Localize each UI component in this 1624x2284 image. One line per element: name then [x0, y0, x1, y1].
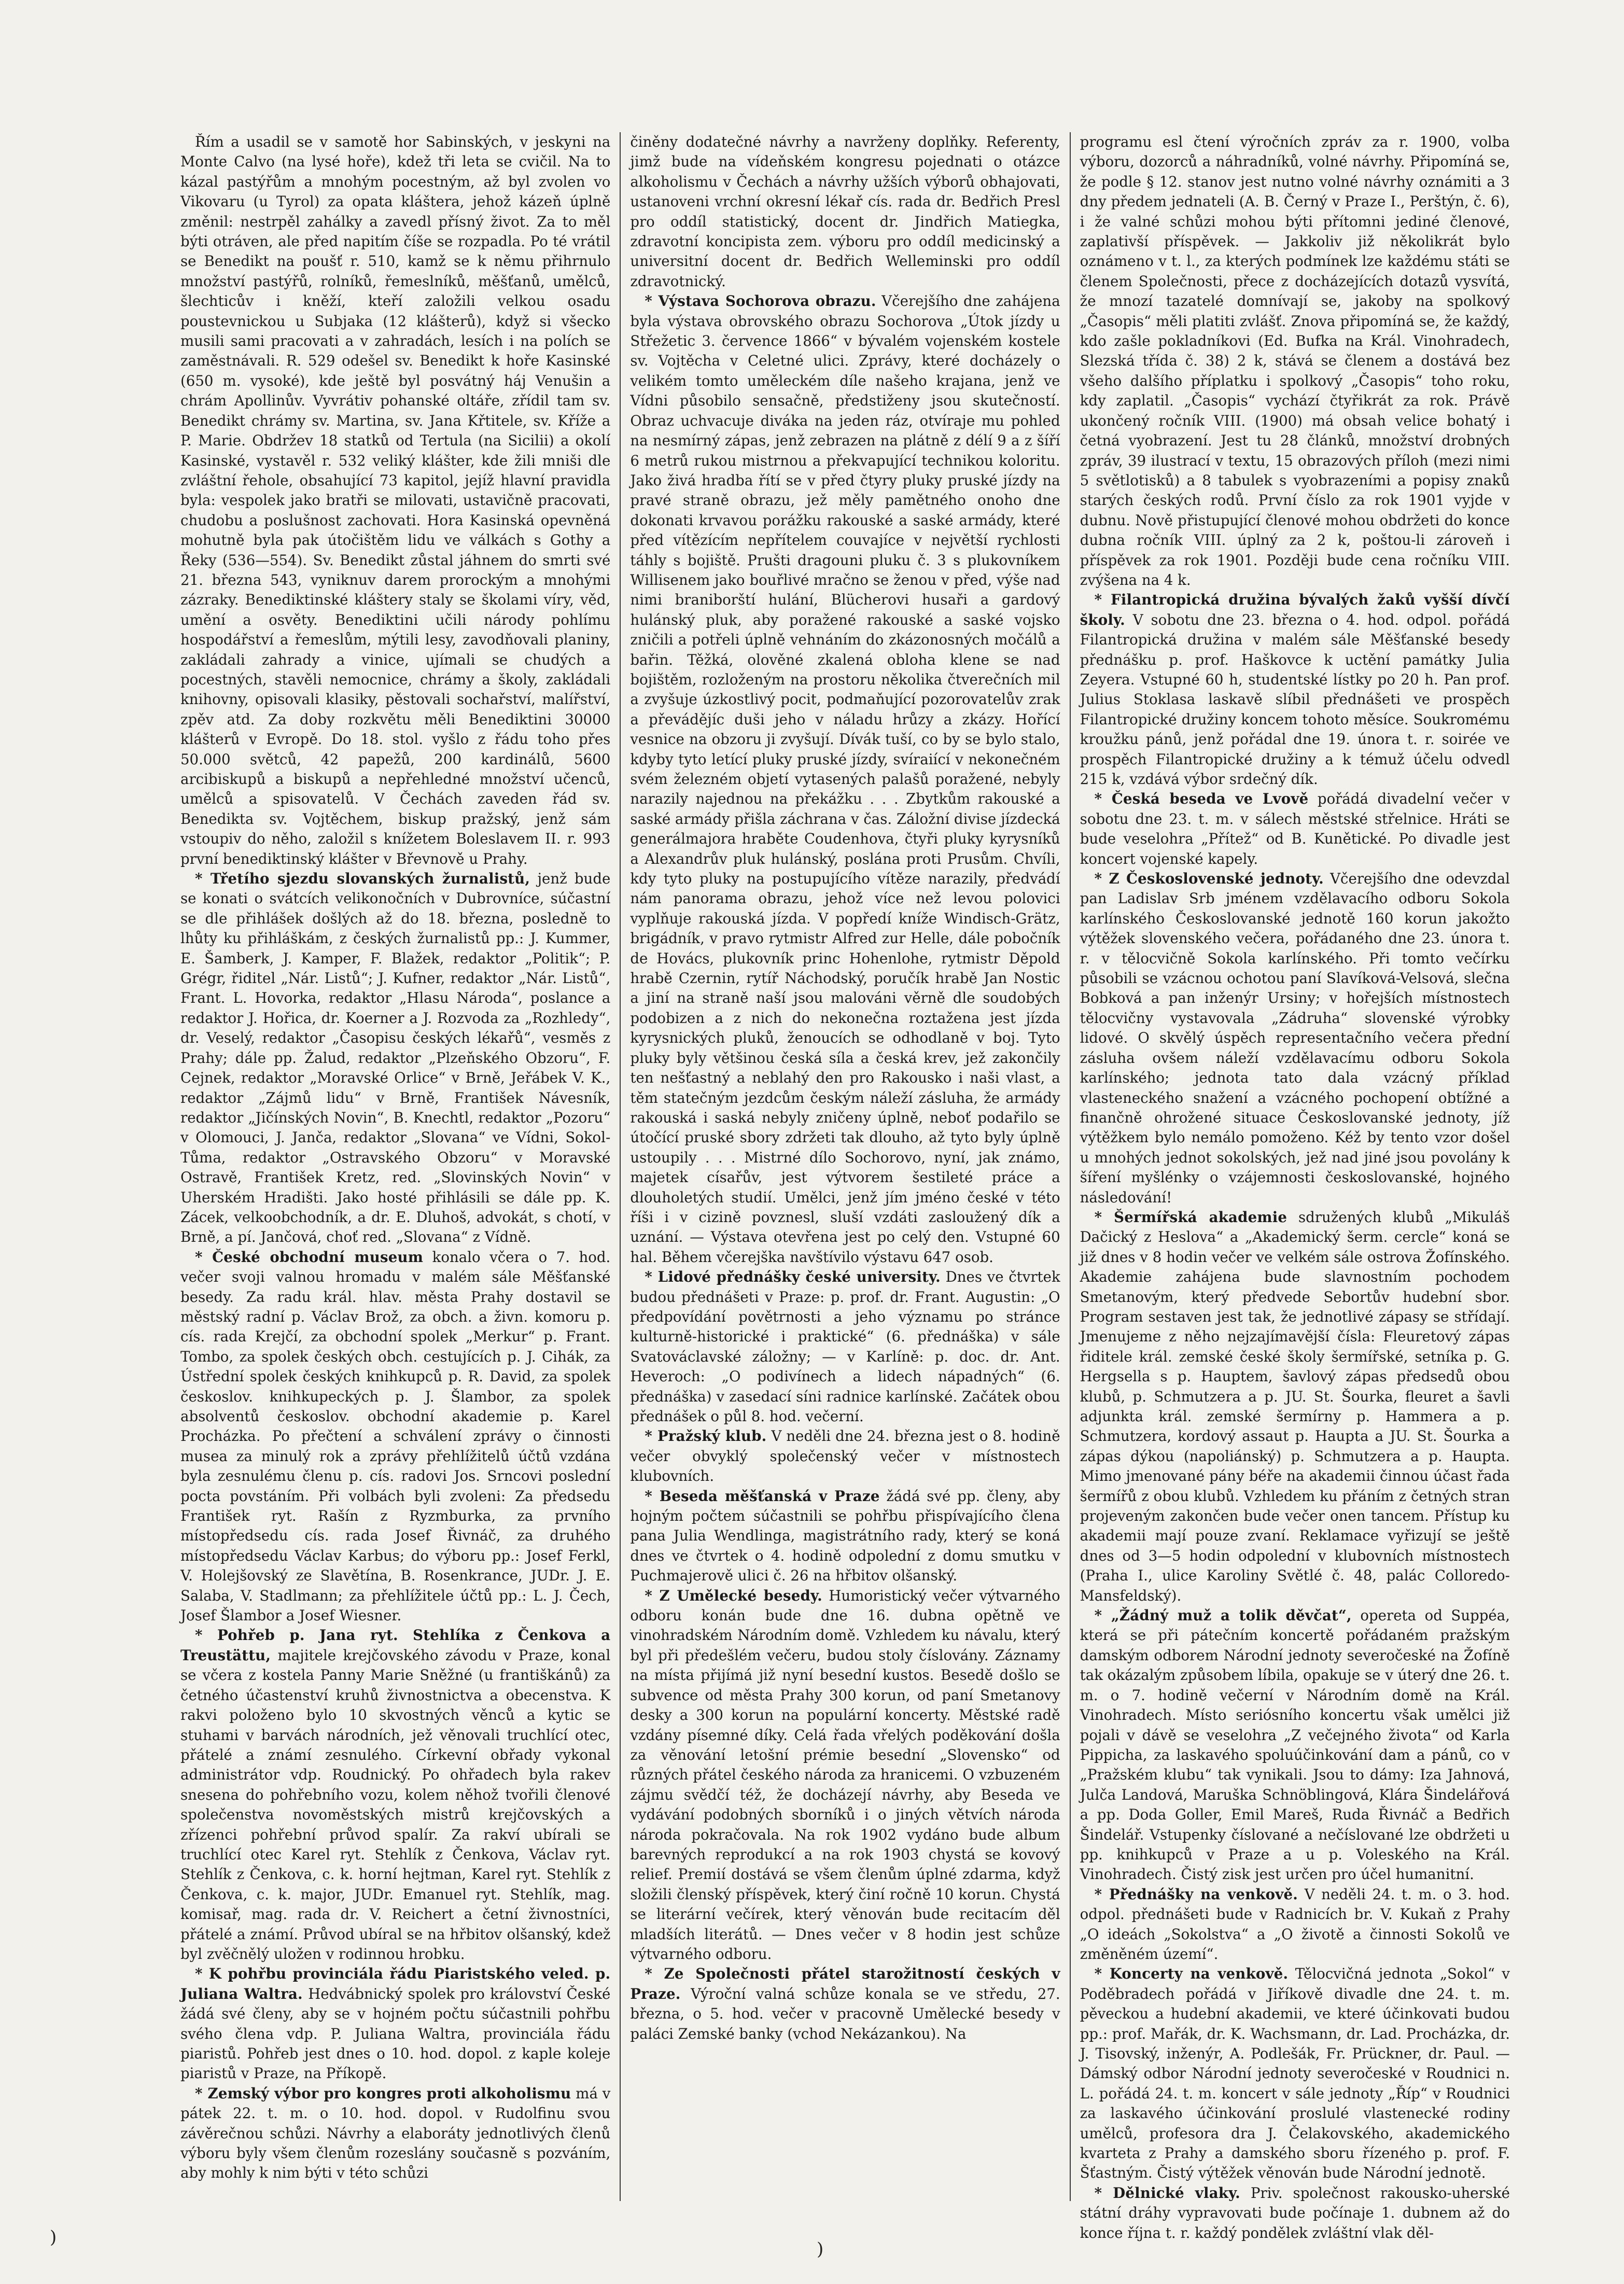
- article-heading: * Výstava Sochorova obrazu.: [645, 292, 876, 310]
- article-text: Řím a usadil se v samotě hor Sabinských, v jeskyni na Monte Calvo (na lysé hoře), kdež tři leta se cvičil. Na to kázal pastýřům a mnohým pocestným, až byl zvolen vo Vikovaru (u Tyrol) za opata kláštera, jehož kázeň úplně změnil: nestrpěl zahálky a zavedl přísný život. Za to měl býti otráven, ale před napitím číše se rozpadla. Po té vrátil se Benedikt na poušť r. 510, kamž se k němu přihrnulo množství pastýřů, rolníků, řemeslníků, měšťanů, umělců, šlechticův i kněží, kteří založili velkou osadu poustevnickou u Subjaka (12 klášterů), když si všecko musili sami pracovati a v zahradách, lesích i na polích se zaměstnávali. R. 529 odešel sv. Benedikt k hoře Kasinské (650 m. vysoké), kde ještě byl posvátný háj Venušin a chrám Apollinův. Vyvrátiv pohanské oltáře, zřídil tam sv. Benedikt chrámy sv. Martina, sv. Jana Křtitele, sv. Kříže a P. Marie. Obdržev 18 statků od Tertula (na Sicilii) a okolí Kasinské, vystavěl r. 532 veliký klášter, kde žili mniši dle zvláštní řehole, obsahující 73 kapitol, jejíž hlavní pravidla byla: vespolek jako bratři se milovati, ustavičně pracovati, chudobu a poslušnost zachovati. Hora Kasinská opevněná mohutně byla pak útočištěm lidu ve válkách s Gothy a Řeky (536—554). Sv. Benedikt zůstal jáhnem do smrti své 21. března 543, vyniknuv darem prorockým a mnohými zázraky. Benediktinské kláštery staly se školami víry, věd, umění a osvěty. Benediktini učili národy pohlímu hospodářství a řemeslům, mýtili lesy, zavodňovali planiny, zakládali zahrady a vinice, ujímali se chudých a pocestných, stavěli nemocnice, chrámy a školy, zakládali knihovny, opisovali klasiky, pěstovali sochařství, malířství, zpěv atd. Za doby rozkvětu měli Benediktini 30000 klášterů v Evropě. Do 18. stol. vyšlo z řádu toho přes 50.000 světců, 42 papežů, 200 kardinálů, 5600 arcibiskupů a biskupů a nepřehledné množství učenců, umělců a spisovatelů. V Čechách zaveden řád sv. Benedikta sv. Vojtěchem, biskup pražský, jenž sám vstoupiv do něho, založil s knížetem Boleslavem II. r. 993 první benediktinský klášter v Břevnově u Prahy.: [180, 133, 611, 867]
- article-heading: * „Žádný muž a tolik děvčat“,: [1094, 1607, 1352, 1624]
- article-paragraph: [630, 1267, 1060, 1426]
- article-heading: * Dělnické vlaky.: [1094, 2184, 1240, 2202]
- article-paragraph: [1080, 590, 1510, 789]
- article-heading: * Šermířská akademie: [1094, 1208, 1287, 1226]
- article-text: Výroční valná schůze konala se ve středu, 27. března, o 5. hod. večer v pracovně Umělecké besedy v paláci Zemské banky (vchod Nekázankou). Na: [630, 1985, 1060, 2042]
- article-heading: * Koncerty na venkově.: [1094, 1965, 1289, 1983]
- article-text: činěny dodatečné návrhy a navrženy doplňky. Referenty, jimž bude na vídeňském kongresu pojednati o otázce alkoholismu v Čechách a návrhy užších výborů obhajovati, ustanoveni vrchní okresní lékař cís. rada dr. Bedřich Presl pro oddíl statistický, docent dr. Jindřich Matiegka, zdravotní koncipista zem. výboru pro oddíl medicinský a universitní docent dr. Bedřich Welleminski pro oddíl zdravotnický.: [630, 133, 1060, 290]
- article-text: konalo včera o 7. hod. večer svoji valnou hromadu v malém sále Měšťanské besedy. Za radu král. hlav. města Prahy dostavil se městský radní p. Václav Brož, za obch. a živn. komoru p. cís. rada Krejčí, za obchodní spolek „Merkur“ p. Frant. Tombo, za spolek českých obch. cestujících p. J. Cihák, za Ústřední spolek českých knihkupců p. R. David, za spolek českoslov. knihkupeckých p. J. Šlambor, za spolek absolventů českoslov. obchodní akademie p. Karel Procházka. Po přečtení a schválení zprávy o činnosti musea za minulý rok a zprávy přehlížitelů účtů vzdána byla zesnulému členu p. cís. radovi Jos. Srncovi poslední pocta povstáním. Při volbách byli zvoleni: Za předsedu František ryt. Rašín z Ryzmburka, za prvního místopředsedu cís. rada Josef Řivnáč, za druhého místopředsedu Václav Karbus; do výboru pp.: Josef Ferkl, V. Holejšovský ze Slavětína, B. Rosenkrance, JUDr. J. E. Salaba, V. Stadlmann; za přehlížitele účtů pp.: L. J. Čech, Josef Šlambor a Josef Wiesner.: [180, 1248, 611, 1624]
- column-3: [1071, 132, 1519, 2241]
- column-2: [621, 132, 1069, 2201]
- article-paragraph: [630, 132, 1060, 291]
- article-text: majitele krejčovského závodu v Praze, konal se včera z kostela Panny Marie Sněžné (u františkánů) za četného účastenství kruhů živnostnictva a obecenstva. K rakvi položeno bylo 10 skvostných věnců a kytic se stuhami v barvách národních, jež věnovali truchlící otec, přátelé a známí zesnulého. Církevní obřady vykonal administrátor vdp. Roudnický. Po ohřadech byla rakev snesena do pohřebního vozu, kolem něhož tvořili členové společenstva novoměstských mistrů krejčovských a zřízenci pohřební průvod spalír. Za rakví ubírali se truchlící otec Karel ryt. Stehlík z Čenkova, Václav ryt. Stehlík z Čenkova, c. k. horní hejtman, Karel ryt. Stehlík z Čenkova, c. k. major, JUDr. Emanuel ryt. Stehlík, mag. komisař, mag. rada dr. V. Reichert a četní živnostníci, přátelé a známí. Průvod ubíral se na hřbitov olšanský, kdež byl zvěčnělý uložen v rodinnou hrobku.: [180, 1646, 611, 1963]
- article-heading: * Filantropická družina bývalých žaků vyšší dívčí školy.: [1080, 591, 1510, 628]
- article-paragraph: [180, 1964, 610, 2083]
- article-heading: * Lidové přednášky české university.: [645, 1268, 941, 1286]
- article-text: pořádá divadelní večer v sobotu dne 23. t. m. v sálech městské střelnice. Hráti se bude veselohra „Přítež“ od B. Kunětické. Po divadle jest koncert vojenské kapely.: [1080, 790, 1510, 867]
- article-paragraph: [1080, 1885, 1510, 1965]
- article-text: Tělocvičná jednota „Sokol“ v Poděbradech pořádá v Jiříkově divadle dne 24. t. m. pěveckou a hudební akademii, ve které účinkovati budou pp.: prof. Mařák, dr. K. Wachsmann, dr. Lad. Procházka, dr. J. Tisovský, inženýr, A. Podlešák, Fr. Prückner, dr. Paul. — Dámský odbor Národní jednoty severočeské v Roudnici n. L. pořádá 24. t. m. koncert v sále jednoty „Říp“ v Roudnici za laskavého účinkování proslulé vlastenecké rodiny umělců, profesora dra J. Čelakovského, akademického kvarteta z Prahy a damského sboru řízeného p. prof. F. Šťastným. Čistý výtěžek věnován bude Národní jednotě.: [1080, 1965, 1510, 2182]
- article-heading: * Česká beseda ve Lvově: [1094, 790, 1309, 808]
- article-heading: * Z Umělecké besedy.: [645, 1587, 822, 1604]
- article-heading: * České obchodní museum: [195, 1248, 424, 1266]
- article-heading: * Přednášky na venkově.: [1094, 1885, 1298, 1903]
- article-heading: * Pohřeb p. Jana ryt. Stehlíka z Čenkova a Treustättu,: [180, 1627, 611, 1664]
- article-text: má v pátek 22. t. m. o 10. hod. dopol. v Rudolfinu svou závěrečnou schůzi. Návrhy a elaboráty jednotlivých členů výboru byly všem členům rozeslány současně s pozváním, aby mohly k nim býti v této schůzi: [180, 2084, 611, 2182]
- article-heading: * K pohřbu provinciála řádu Piaristského veled. p. Juliana Waltra.: [180, 1965, 611, 2002]
- article-paragraph: [180, 2084, 610, 2183]
- article-text: jenž bude se konati o svátcích velikonočních v Dubrovníce, súčastní se dle přihlášek došlých až do 18. března, posledně to lhůty ku přihláškám, z českých žurnalistů pp.: J. Kummer, E. Šamberk, J. Kamper, F. Blažek, redaktor „Politik“; P. Grégr, řiditel „Nár. Listů“; J. Kufner, redaktor „Nár. Listů“, Frant. L. Hovorka, redaktor „Hlasu Národa“, poslance a redaktor J. Hořica, dr. Koerner a J. Rozvoda za „Rozhledy“, dr. Veselý, redaktor „Časopisu českých lékařů“, vesměs z Prahy; dále pp. Žalud, redaktor „Plzeňského Obzoru“, F. Cejnek, redaktor „Moravské Orlice“ v Brně, Jeřábek V. K., redaktor „Zájmů lidu“ v Brně, František Návesník, redaktor „Jičínských Novin“, B. Knechtl, redaktor „Pozoru“ v Olomouci, J. Janča, redaktor „Slovana“ ve Vídni, Sokol-Tůma, redaktor „Ostravského Obzoru“ v Moravské Ostravě, František Kretz, red. „Slovinských Novin“ v Uherském Hradišti. Jako hosté přihlásili se dále pp. K. Zácek, velkoobchodník, a dr. E. Dluhoš, advokát, s chotí, v Brně, a pí. Jančová, choť red. „Slovana“ z Vídně.: [180, 870, 611, 1246]
- article-paragraph: [1080, 1964, 1510, 2183]
- article-paragraph: [180, 1626, 610, 1964]
- columns: [171, 132, 1519, 2241]
- article-text: V neděli 24. t. m. o 3. hod. odpol. přednášeti bude v Radnicích br. V. Kukaň z Prahy „O ideách „Sokolstva“ a „O životě a činnosti Sokolů ve změněném území“.: [1080, 1885, 1510, 1963]
- article-heading: * Z Československé jednoty.: [1094, 870, 1324, 888]
- article-text: žádá své pp. členy, aby hojným počtem súčastnili se pohřbu přispívajícího člena pana Julia Wendlinga, magistrátního rady, který se koná dnes ve čtvrtek o 4. hodině odpolední z domu smutku v Puchmajerově ulici č. 26 na hřbitov olšanský.: [630, 1487, 1060, 1585]
- article-paragraph: [630, 1964, 1060, 2044]
- article-text: sdružených klubů „Mikuláš Dačický z Heslova“ a „Akademický šerm. cercle“ koná se již dnes v 8 hodin večer ve velkém sále ostrova Žofínského. Akademie zahájena bude slavnostním pochodem Smetanovým, který předvede Sebortův hudební sbor. Program sestaven jest tak, že jednotlivé zápasy se střídají. Jmenujeme z něho nejzajímavější čísla: Fleuretový zápas řiditele král. zemské české školy šermířské, setníka p. G. Hergsella s p. Hauptem, šavlový zápas předsedů obou klubů, p. Schmutzera a p. JU. St. Šourka, fleuret a šavli adjunkta král. zemské šermírny p. Hammera a p. Schmutzera, kordový assaut p. Haupta a JU. St. Šourka a zápas dýkou (napoliánský) p. Schmutzera a p. Haupta. Mimo jmenované pány béře na akademii činnou účast řada šermířů z obou klubů. Vzhledem ku přáním z četných stran projeveným zakončen bude večer onen tancem. Přístup ku akademii mají pouze zvaní. Reklamace vyřizují se ještě dnes od 3—5 hodin odpolední v klubovních místnostech (Praha I., ulice Karoliny Světlé č. 48, palác Colloredo-Mansfeldský).: [1080, 1208, 1510, 1604]
- article-heading: * Pražský klub.: [645, 1427, 767, 1445]
- article-paragraph: [630, 1586, 1060, 1965]
- article-text: Hedvábnický spolek pro království České žádá své členy, aby se v hojném počtu súčastnili pohřbu svého člena vdp. P. Juliana Waltra, provinciála řádu piaristů. Pohřeb jest dnes o 10. hod. dopol. z kaple koleje piaristů v Praze, na Příkopě.: [180, 1985, 611, 2082]
- article-paragraph: [1080, 869, 1510, 1208]
- article-heading: * Třetího sjezdu slovanských žurnalistů,: [195, 870, 530, 888]
- article-text: Humoristický večer výtvarného odboru konán bude dne 16. dubna opětně ve vinohradském Národním domě. Vzhledem ku návalu, který byl při předešlém večeru, budou stoly číslovány. Záznamy na místa přijímá již nyní besední kustos. Besedě došlo se subvence od města Prahy 300 korun, od paní Smetanovy desky a 300 korun na populární koncerty. Městské radě vzdány písemné díky. Celá řada vřelých poděkování došla za věnování letošní prémie besední „Slovensko“ od různých přátel českého národa za hranicemi. O vzbuzeném zájmu svědčí též, že docházejí návrhy, aby Beseda ve vydávání podobných sborníků i o jiných větvích národa národa pokračovala. Na rok 1902 vydáno bude album barevných reprodukcí a na rok 1903 chystá se kovový relief. Premií dostává se všem členům úplné zdarma, když složili členský příspěvek, který činí ročně 10 korun. Chystá se literární večírek, který věnován bude recitacím děl mladších literátů. — Dnes večer v 8 hodin jest schůze výtvarného odboru.: [630, 1587, 1060, 1963]
- article-heading: * Ze Společnosti přátel starožitností českých v Praze.: [630, 1965, 1060, 2002]
- article-text: opereta od Suppéa, která se při pátečním koncertě pořádaném pražským damským odborem Národní jednoty severočeské na Žofíně tak okázalým způsobem líbila, opakuje se v úterý dne 26. t. m. o 7. hodině večerní v Národním domě na Král. Vinohradech. Místo seriósního koncertu však umělci již pojali v dávě se veselohra „Z večejného života“ od Karla Pippicha, za laskavého spoluúčinkování dam a pánů, co v „Pražském klubu“ tak vynikali. Jsou to dámy: Iza Jahnová, Julča Landová, Maruška Schnöblingová, Klára Šindelářová a pp. Doda Goller, Emil Mareš, Ruda Řivnáč a Bedřich Šindelář. Vstupenky číslované a nečíslované lze obdržeti u pp. knihkupců v Praze a u p. Voleského na Král. Vinohradech. Čistý zisk jest určen pro účel humanitní.: [1080, 1607, 1510, 1883]
- margin-mark: ): [50, 2227, 57, 2248]
- article-paragraph: [180, 869, 610, 1248]
- column-1: [171, 132, 620, 2201]
- article-paragraph: [1080, 1208, 1510, 1606]
- article-paragraph: [630, 1487, 1060, 1586]
- article-paragraph: [630, 291, 1060, 1267]
- article-heading: * Beseda měšťanská v Praze: [645, 1487, 880, 1505]
- article-text: programu esl čtení výročních zpráv za r. 1900, volba výboru, dozorců a náhradníků, volné návrhy. Připomíná se, že podle § 12. stanov jest nutno volné návrhy oznámiti a 3 dny předem jednateli (A. B. Černý v Praze I., Perštýn, č. 6), i že valné schůzi mohou býti přítomni jediné členové, zaplativší příspěvek. — Jakkoliv již několikrát bylo oznámeno v t. l., za kterých podmínek lze každému státi se členem Společnosti, přece z docházejících dotazů vysvítá, že mnozí tazatelé domnívají se, jakoby na spolkový „Časopis“ měli platiti zvlášť. Znova připomíná se, že každý, kdo zašle pokladníkovi (Ed. Bufka na Král. Vinohradech, Slezská třída č. 38) 2 k, stává se členem a dostává bez všeho dalšího příplatku i spolkový „Časopis“ toho roku, kdy zaplatil. „Časopis“ vychází čtyřikrát za rok. Právě ukončený ročník VIII. (1900) má obsah velice bohatý i četná vyobrazení. Jest tu 28 článků, množství drobných zpráv, 39 ilustrací v textu, 15 obrazových příloh (mezi nimi 5 světlotisků) a 8 tabulek s vyobrazeními a popisy znaků starých českých rodů. První číslo za rok 1901 vyjde v dubnu. Nově přistupující členové mohou obdržeti do konce dubna ročník VIII. úplný za 2 k, poštou-li zároveň i příspěvek za rok 1901. Později bude cena ročníku VIII. zvýšena na 4 k.: [1080, 133, 1510, 588]
- article-text: Včerejšího dne odevzdal pan Ladislav Srb jménem vzdělavacího odboru Sokola karlínského Českoslovanské jednotě 160 korun jakožto výtěžek slovenského večera, pořádaného dne 23. února t. r. v tělocvičně Sokola karlínského. Při tomto večírku působili se vzácnou ochotou paní Slavíková-Velsová, slečna Bobková a pan inženýr Ursiny; v hořejších místnostech tělocvičny vystavovala „Zádruha“ slovenské výrobky lidové. O skvělý úspěch representačního večera přední zásluha ovšem náleží vzdělavacímu odboru Sokola karlínského; jednota tato dala vzácný příklad vlasteneckého snažení a vzácného pochopení obtížné a finančně ohrožené situace Českoslovanské jednoty, jíž výtěžkem bylo nemálo pomoženo. Kéž by tento vzor došel u mnohých jednot sokolských, jež nad jiné jsou povolány k šíření myšlénky o vzájemnosti českoslovanské, hojného následování!: [1080, 870, 1510, 1206]
- article-paragraph: [1080, 2183, 1510, 2243]
- article-text: V neděli dne 24. března jest o 8. hodině večer obvyklý společenský večer v místnostech klubovních.: [630, 1427, 1060, 1485]
- article-paragraph: [180, 1248, 610, 1626]
- article-paragraph: [630, 1426, 1060, 1486]
- article-paragraph: [180, 132, 610, 869]
- margin-mark: ): [817, 2239, 824, 2260]
- article-paragraph: [1080, 1606, 1510, 1885]
- article-text: Dnes ve čtvrtek budou přednášeti v Praze: p. prof. dr. Frant. Augustin: „O předpovídání povětrnosti a jeho významu po stránce kulturně-historické i praktické“ (6. přednáška) v sále Svatováclavské záložny; — v Karlíně: p. doc. dr. Ant. Heveroch: „O podivínech a lidech nápadných“ (6. přednáška) v zasedací síni radnice karlínské. Začátek obou přednášek o půl 8. hod. večerní.: [630, 1268, 1060, 1425]
- article-text: V sobotu dne 23. března o 4. hod. odpol. pořádá Filantropická družina v malém sále Měšťanské besedy přednášku p. prof. Haškovce k uctění památky Julia Zeyera. Vstupné 60 h, studentské lístky po 20 h. Pan prof. Julius Stoklasa laskavě slíbil přednášeti ve prospěch Filantropické družiny koncem tohoto měsíce. Soukromému kroužku pánů, jenž pořádal dne 19. února t. r. soirée ve prospěch Filantropické družiny a k témuž účelu odvedl 215 k, vzdává výbor srdečný dík.: [1080, 611, 1510, 788]
- article-paragraph: [1080, 132, 1510, 590]
- article-paragraph: [1080, 789, 1510, 869]
- article-text: Priv. společnost rakousko-uherské státní dráhy vypravovati bude počínaje 1. dubnem až do konce října t. r. každý pondělek zvláštní vlak děl-: [1080, 2184, 1510, 2241]
- article-heading: * Zemský výbor pro kongres proti alkoholismu: [195, 2084, 571, 2102]
- article-text: Včerejšího dne zahájena byla výstava obrovského obrazu Sochorova „Útok jízdy u Střežetic 3. července 1866“ v bývalém vojenském kostele sv. Vojtěcha v Celetné ulici. Zprávy, které docházely o velikém tomto uměleckém díle našeho krajana, jenž ve Vídni působilo sensačně, předstiženy jsou skutečností. Obraz uchvacuje diváka na jeden ráz, otvíraje mu pohled na nesmírný zápas, jenž zebrazen na plátně z délí 9 a z šíří 6 metrů rukou mistrnou a překvapující technikou koloritu. Jako živá hradba řítí se v před čtyry pluky pruské jízdy na pravé straně obrazu, jež měly pamětného onoho dne dokonati krvavou porážku rakouské a saské armády, které před vítězícím nepřítelem couvajíce v největší rychlosti táhly s bojiště. Prušti dragouni pluku č. 3 s plukovníkem Willisenem jako bouřlivé mračno se ženou v před, výše nad nimi braniborští hulání, Blücherovi husaři a gardový hulánský pluk, aby poražené rakouské a saské vojsko zničili a potřeli úplně vehnáním do zkázonosných močálů a bařin. Těžká, olověné zkalená obloha klene se nad bojištěm, rozloženým na prostoru několika čtverečních mil a zvyšuje úzkostlivý pocit, podmaňující pozorovatelův zrak a převádějíc duši jeho v náladu hrůzy a zkázy. Hořící vesnice na obzoru ji zvyšují. Dívák tuší, co by se bylo stalo, kdyby tyto letící pluky pruské jízdy, svíraiící v nekonečném svém železném objetí vytasených palašů poražené, nebyly narazily najednou na překážku . . . Zbytkům rakouské a saské armády přišla záchrana v čas. Záložní divise jízdecká generálmajora hraběte Coudenhova, čtyři pluky kyrysníků a Alexandrův pluk hulánský, poslána proti Prusům. Chvíli, kdy tyto pluky na postupujícího vítěze narazily, předvádí nám panorama obrazu, jehož více než levou polovici vyplňuje rakouská jízda. V popředí kníže Windisch-Grätz, brigádník, v pravo rytmistr Alfred zur Helle, dále pobočník de Hovács, plukovník princ Hohenlohe, rytmistr Děpold hrabě Czernin, rytíř Náchodský, poručík hrabě Jan Nostic a jiní na straně naší jsou malováni věrně dle soudobých podobizen a z nich do nekonečna roztažena jest jízda kyrysnických pluků, ženoucích se odhodlaně v boj. Tyto pluky byly většinou česká síla a česká krev, jež zakončily ten nešťastný a neblahý den pro Rakousko i naši vlast, a těm statečným jezdcům českým náleží zásluha, že armády rakouská i saská nebyly zničeny úplně, neboť podařilo se útočící pruské sbory zdržeti tak dlouho, až tyto byly úplně ustoupily . . . Mistrné dílo Sochorovo, nyní, jak známo, majetek císařův, jest výtvorem šestileté práce a dlouholetých studií. Umělci, jenž jím jméno české v této říši i v cizině povznesl, sluší vzdáti zasloužený dík a uznání. — Výstava otevřena jest po celý den. Vstupné 60 hal. Během včerejška navštívilo výstavu 647 osob.: [630, 292, 1060, 1266]
